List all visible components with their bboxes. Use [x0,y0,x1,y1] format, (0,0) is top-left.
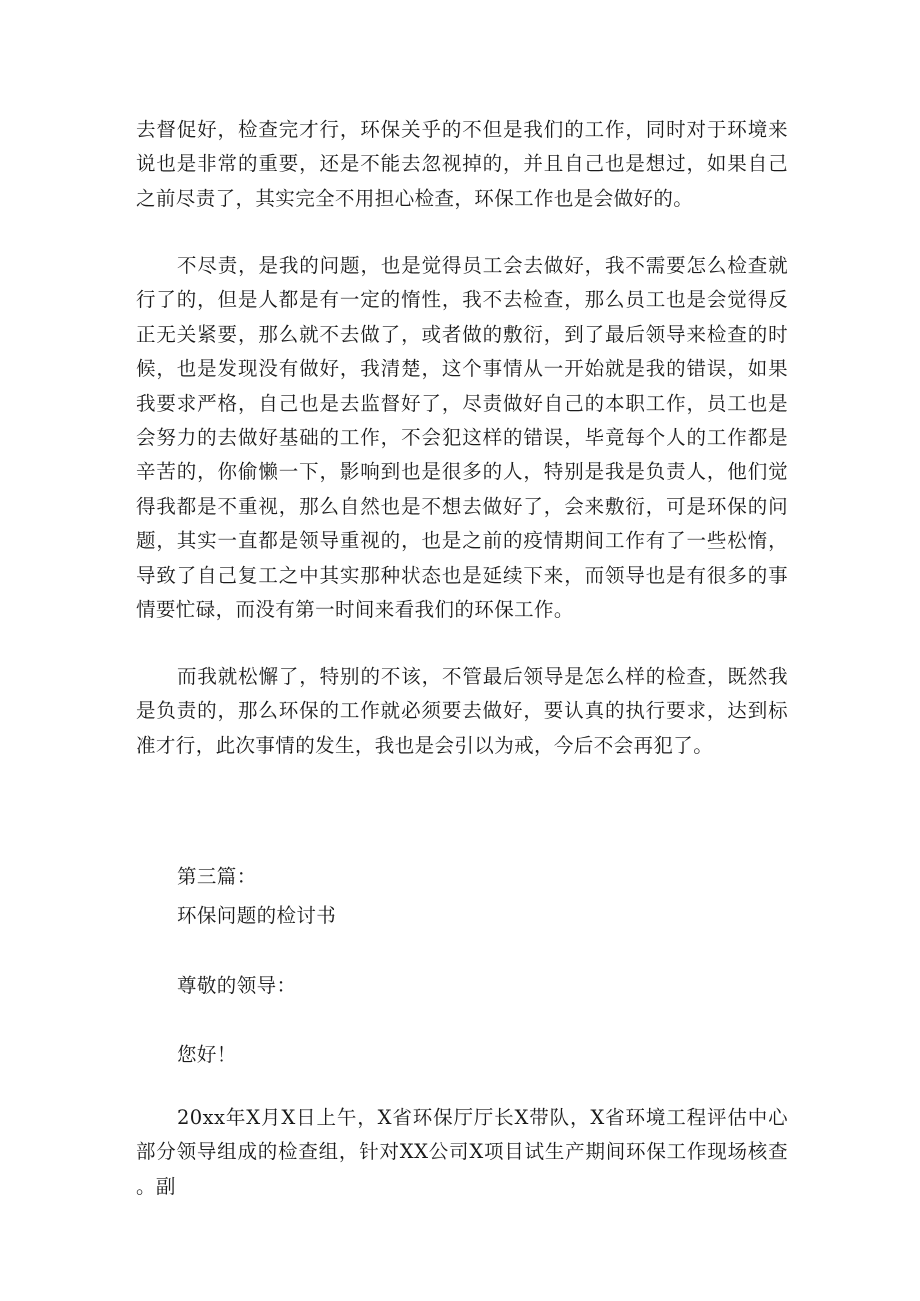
letter-greeting: 您好！ [177,1043,237,1066]
section-title: 环保问题的检讨书 [177,904,337,927]
letter-salutation: 尊敬的领导： [177,974,297,997]
section-label: 第三篇： [177,865,257,888]
body-paragraph-2: 不尽责，是我的问题，也是觉得员工会去做好，我不需要怎么检查就行了的，但是人都是有一定的惰性，我不去检查，那么员工也是会觉得反正无关紧要，那么就不去做了，或者做的敷衍，到了最后领导来检查的时候，也是发现没有做好，我清楚，这个事情从一开始就是我的错误，如果我要求严格，自己也是去监督好了，尽责做好自己的本职工作，员工也是会努力的去做好基础的工作，不会犯这样的错误，毕竟每个人的工作都是辛苦的，你偷懒一下，影响到也是很多的人，特别是我是负责人，他们觉得我都是不重视，那么自然也是不想去做好了，会来敷衍，可是环保的问题，其实一直都是领导重视的，也是之前的疫情期间工作有了一些松惰，导致了自己复工之中其实那种状态也是延续下来，而领导也是有很多的事情要忙碌，而没有第一时间来看我们的环保工作。 [136,254,788,622]
body-paragraph-3: 而我就松懈了，特别的不该，不管最后领导是怎么样的检查，既然我是负责的，那么环保的工作就必须要去做好，要认真的执行要求，达到标准才行，此次事情的发生，我也是会引以为戒，今后不会再犯了。 [136,665,788,757]
body-paragraph-1: 去督促好，检查完才行，环保关乎的不但是我们的工作，同时对于环境来说也是非常的重要，还是不能去忽视掉的，并且自己也是想过，如果自己之前尽责了，其实完全不用担心检查，环保工作也是会做好的。 [136,118,788,210]
body-paragraph-4: 20xx年X月X日上午，X省环保厅厅长X带队，X省环境工程评估中心部分领导组成的检查组，针对XX公司X项目试生产期间环保工作现场核查。副 [136,1106,788,1198]
